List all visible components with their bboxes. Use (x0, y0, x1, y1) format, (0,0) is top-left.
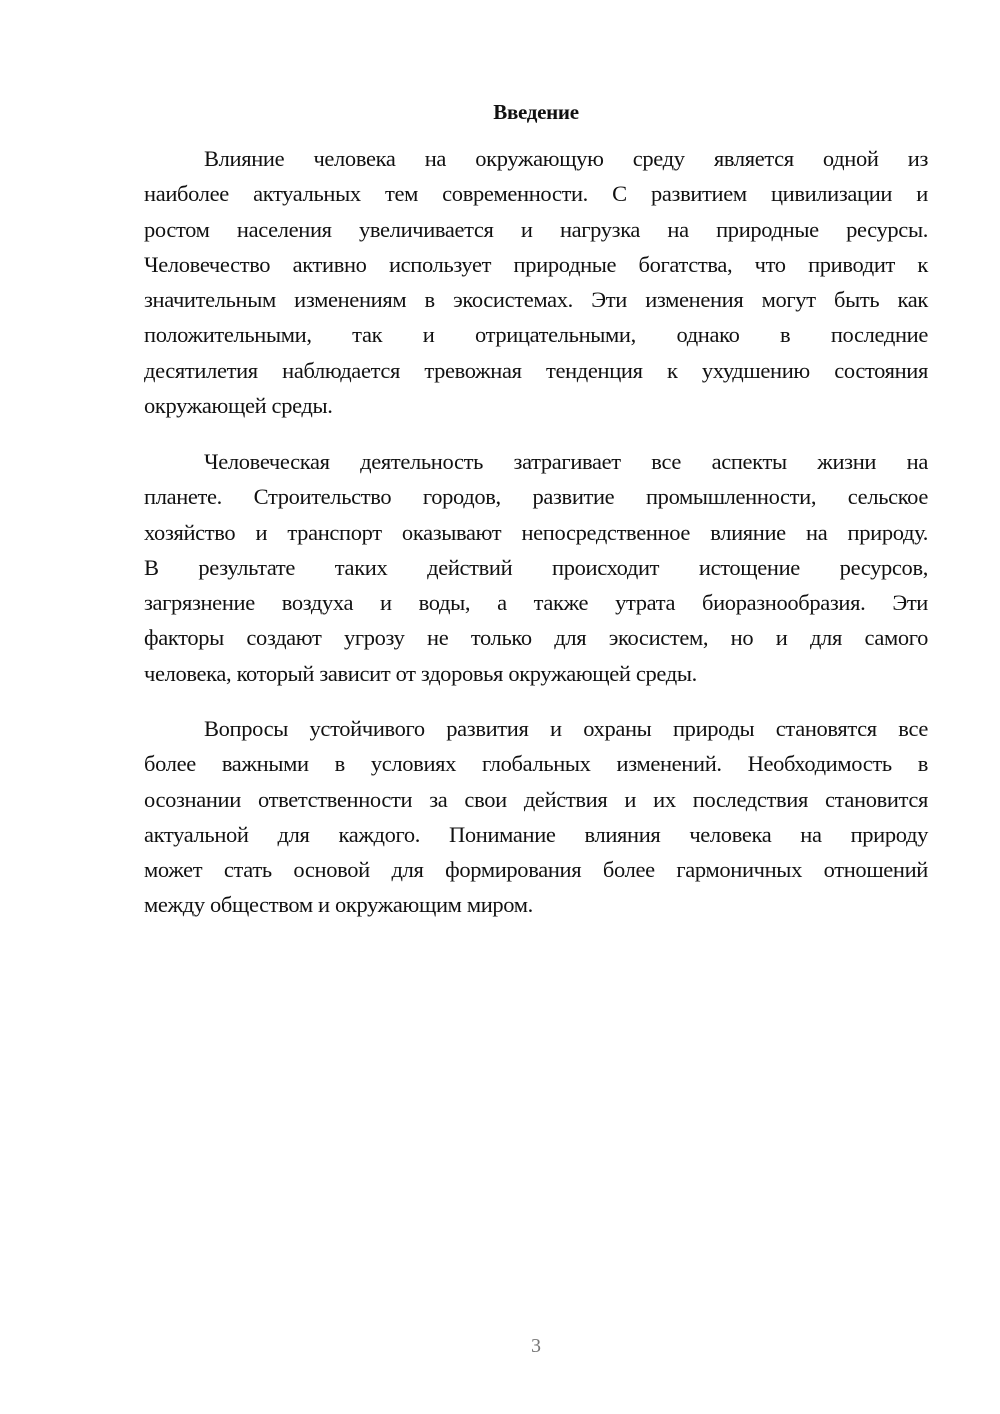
paragraph-line: ростом населения увеличивается и нагрузка на природные ресурсы. (144, 216, 928, 242)
paragraph-line: Влияние человека на окружающую среду является одной из (204, 146, 928, 171)
paragraph-line: хозяйство и транспорт оказывают непосредственное влияние на природу. (144, 519, 928, 545)
paragraph-line: десятилетия наблюдается тревожная тенденция к ухудшению состояния (144, 357, 928, 383)
section-heading: Введение (493, 100, 579, 124)
page-number: 3 (531, 1335, 541, 1357)
paragraph-line: загрязнение воздуха и воды, а также утрата биоразнообразия. Эти (144, 590, 928, 616)
paragraph-line: положительными, так и отрицательными, однако в последние (144, 322, 928, 348)
paragraph-1 (144, 141, 928, 423)
paragraph-line: значительным изменениям в экосистемах. Эти изменения могут быть как (144, 287, 928, 313)
paragraph-line: более важными в условиях глобальных изменений. Необходимость в (144, 751, 928, 777)
paragraph-line: факторы создают угрозу не только для экосистем, но и для самого (144, 625, 928, 651)
paragraph-line: планете. Строительство городов, развитие промышленности, сельское (144, 484, 928, 510)
paragraph-line: Человеческая деятельность затрагивает все аспекты жизни на (204, 449, 928, 474)
paragraph-line: Вопросы устойчивого развития и охраны природы становятся все (204, 716, 928, 741)
paragraph-line: актуальной для каждого. Понимание влияния человека на природу (144, 821, 928, 847)
paragraph-line: осознании ответственности за свои действия и их последствия становится (144, 786, 928, 812)
paragraph-line: между обществом и окружающим миром. (144, 892, 533, 918)
paragraph-line: В результате таких действий происходит истощение ресурсов, (144, 554, 928, 580)
paragraph-line: человека, который зависит от здоровья окружающей среды. (144, 660, 697, 686)
paragraph-line: наиболее актуальных тем современности. С развитием цивилизации и (144, 181, 928, 207)
paragraph-line: окружающей среды. (144, 393, 333, 419)
paragraph-line: может стать основой для формирования более гармоничных отношений (144, 857, 928, 883)
paragraph-3 (144, 711, 928, 923)
paragraph-line: Человечество активно использует природные богатства, что приводит к (144, 251, 928, 277)
paragraph-2 (144, 444, 928, 691)
